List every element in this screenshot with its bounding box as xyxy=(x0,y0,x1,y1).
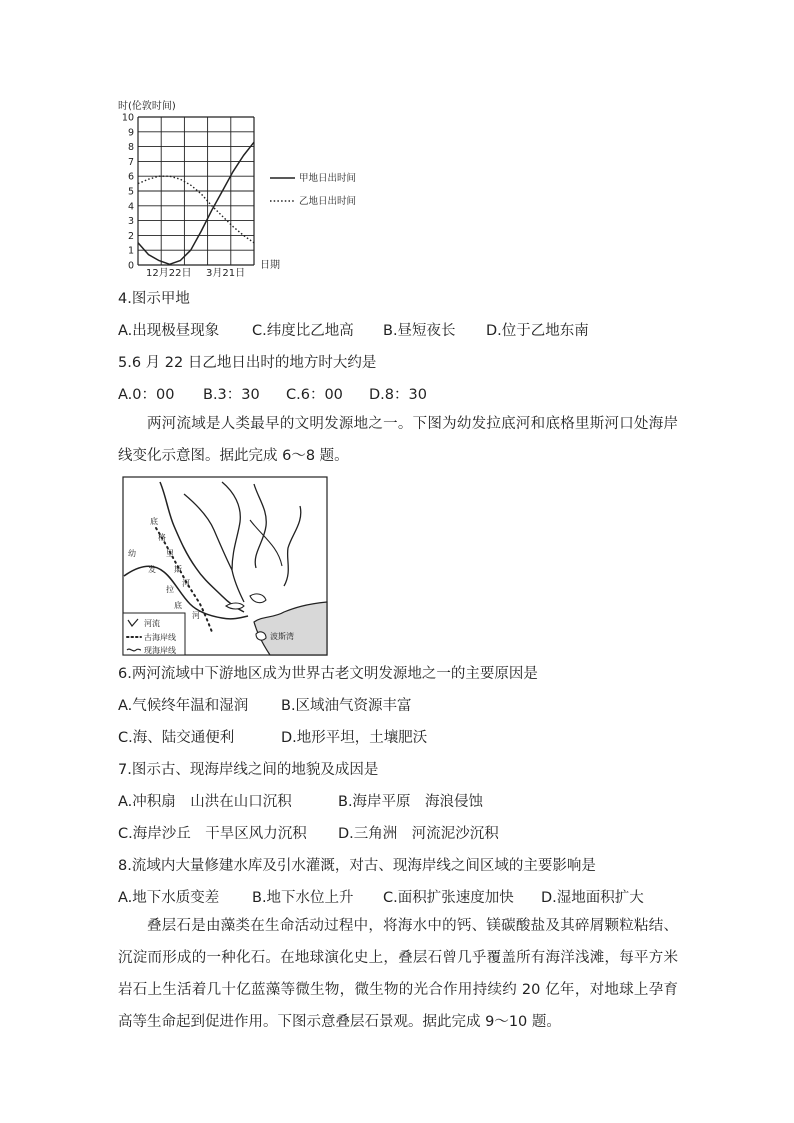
tigris-label-char: 里 xyxy=(166,549,174,558)
q6-option-d[interactable]: D.地形平坦，土壤肥沃 xyxy=(281,730,428,746)
q7-option-c[interactable]: C.海岸沙丘 干旱区风力沉积 xyxy=(118,826,307,842)
tigris-label-char: 斯 xyxy=(174,565,182,574)
chart-grid xyxy=(138,117,254,265)
legend-old-coast-label: 古海岸线 xyxy=(144,633,176,642)
y-tick-label: 8 xyxy=(127,142,134,154)
y-tick-label: 5 xyxy=(127,186,134,198)
chart-ylabel: 时(伦敦时间) xyxy=(118,101,176,112)
persian-gulf-label: 波斯湾 xyxy=(270,632,294,641)
legend-label-jia: 甲地日出时间 xyxy=(299,173,357,184)
q4-option-c[interactable]: C.纬度比乙地高 xyxy=(252,323,354,339)
island-1 xyxy=(226,603,244,609)
tigris-label-char: 格 xyxy=(158,533,166,542)
q8-option-d[interactable]: D.湿地面积扩大 xyxy=(541,890,644,906)
euphrates-label-char: 发 xyxy=(148,565,156,574)
euphrates-label-char: 河 xyxy=(192,611,200,620)
legend-label-yi: 乙地日出时间 xyxy=(299,196,357,207)
q7-option-a[interactable]: A.冲积扇 山洪在山口沉积 xyxy=(118,794,292,810)
q8-option-b[interactable]: B.地下水位上升 xyxy=(252,890,354,906)
coastline-change-map xyxy=(122,476,328,656)
series-line-jia xyxy=(138,142,254,264)
q8-option-c[interactable]: C.面积扩张速度加快 xyxy=(383,890,514,906)
chart-xlabel: 日期 xyxy=(260,260,280,271)
q6-option-a[interactable]: A.气候终年温和湿润 xyxy=(118,698,249,714)
x-tick-label-mar21: 3月21日 xyxy=(206,268,246,279)
y-tick-label: 9 xyxy=(127,127,134,139)
x-tick-label-dec22: 12月22日 xyxy=(146,268,192,279)
y-tick-label: 2 xyxy=(127,230,134,242)
y-tick-label: 1 xyxy=(127,245,134,257)
intro-two-rivers: 两河流域是人类最早的文明发源地之一。下图为幼发拉底河和底格里斯河口处海岸线变化示意图。据此完成 6～8 题。 xyxy=(118,416,678,464)
y-tick-label: 7 xyxy=(127,156,134,168)
q8-option-a[interactable]: A.地下水质变差 xyxy=(118,890,220,906)
q4-option-a[interactable]: A.出现极昼现象 xyxy=(118,323,220,339)
chart-series xyxy=(138,142,254,264)
y-tick-label: 3 xyxy=(127,216,134,228)
y-tick-label: 4 xyxy=(127,201,134,213)
q4-option-b[interactable]: B.昼短夜长 xyxy=(383,323,456,339)
q6-option-b[interactable]: B.区域油气资源丰富 xyxy=(281,698,412,714)
q7-stem: 7.图示古、现海岸线之间的地貌及成因是 xyxy=(118,762,379,778)
q4-option-d[interactable]: D.位于乙地东南 xyxy=(486,323,589,339)
q4-stem: 4.图示甲地 xyxy=(118,291,190,307)
q5-stem: 5.6 月 22 日乙地日出时的地方时大约是 xyxy=(118,355,377,371)
sunrise-time-chart xyxy=(112,97,402,282)
euphrates-label-char: 拉 xyxy=(166,585,174,594)
y-tick-label: 10 xyxy=(121,112,134,124)
tigris-label-char: 河 xyxy=(182,579,190,588)
q5-option-a[interactable]: A.0：00 xyxy=(118,387,175,403)
series-line-yi xyxy=(138,176,254,243)
euphrates-label-char: 底 xyxy=(174,601,182,610)
y-tick-label: 6 xyxy=(127,171,134,183)
legend-river-label: 河流 xyxy=(144,619,160,628)
q6-stem: 6.两河流域中下游地区成为世界古老文明发源地之一的主要原因是 xyxy=(118,666,538,682)
island-3 xyxy=(256,632,266,640)
y-tick-label: 0 xyxy=(127,260,134,272)
q5-option-c[interactable]: C.6：00 xyxy=(286,387,343,403)
tigris-label-char: 底 xyxy=(150,517,158,526)
q5-option-b[interactable]: B.3：30 xyxy=(203,387,260,403)
q7-option-b[interactable]: B.海岸平原 海浪侵蚀 xyxy=(338,794,484,810)
legend-new-coast-label: 现海岸线 xyxy=(144,646,176,655)
intro-stromatolite: 叠层石是由藻类在生命活动过程中，将海水中的钙、镁碳酸盐及其碎屑颗粒粘结、沉淀而形成的一种化石。在地球演化史上，叠层石曾几乎覆盖所有海洋浅滩，每平方米岩石上生活着几十亿蓝藻等微生物，微生物的光合作用持续约 20 亿年，对地球上孕育高等生命起到促进作用。下图示意叠层石景观。据此完成 9～10 题。 xyxy=(118,918,678,1030)
euphrates-label-char: 幼 xyxy=(128,549,136,558)
q6-option-c[interactable]: C.海、陆交通便利 xyxy=(118,730,235,746)
q8-stem: 8.流域内大量修建水库及引水灌溉，对古、现海岸线之间区域的主要影响是 xyxy=(118,858,596,874)
q5-option-d[interactable]: D.8：30 xyxy=(369,387,427,403)
chart-y-ticks xyxy=(122,113,134,272)
q7-option-d[interactable]: D.三角洲 河流泥沙沉积 xyxy=(338,826,499,842)
